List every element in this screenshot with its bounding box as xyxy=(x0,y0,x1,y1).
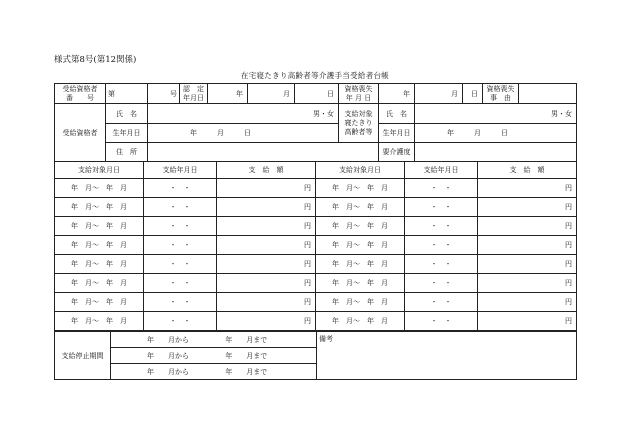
suspension-table xyxy=(54,331,577,380)
payment-row xyxy=(55,217,577,236)
suspension-row xyxy=(55,332,577,348)
payment-row xyxy=(55,312,577,331)
cert-month[interactable]: 月 xyxy=(248,84,295,104)
amount-cell[interactable]: 円 xyxy=(478,179,577,198)
pay-date-cell[interactable]: ・ ・ xyxy=(405,312,478,331)
period-cell[interactable]: 年 月～ 年 月 xyxy=(55,274,144,293)
pay-date-cell[interactable]: ・ ・ xyxy=(144,274,217,293)
care-level-field[interactable] xyxy=(415,143,577,162)
amount-cell[interactable]: 円 xyxy=(478,217,577,236)
pay-date-cell[interactable]: ・ ・ xyxy=(405,236,478,255)
recipient-name-field[interactable] xyxy=(148,104,339,124)
cert-year[interactable]: 年 xyxy=(208,84,248,104)
payment-row xyxy=(55,198,577,217)
id-number-label: 受給資格者 番 号 xyxy=(55,84,106,104)
pay-date-header: 支給年月日 xyxy=(405,162,478,179)
period-cell[interactable]: 年 月～ 年 月 xyxy=(55,293,144,312)
pay-date-cell[interactable]: ・ ・ xyxy=(144,255,217,274)
period-cell[interactable]: 年 月～ 年 月 xyxy=(316,179,405,198)
target-dob-field[interactable]: 年 月 日 xyxy=(415,124,577,143)
period-header: 支給対象月日 xyxy=(55,162,144,179)
pay-date-cell[interactable]: ・ ・ xyxy=(405,198,478,217)
payment-table xyxy=(54,161,577,331)
go-label: 号 xyxy=(148,84,180,104)
period-cell[interactable]: 年 月～ 年 月 xyxy=(316,236,405,255)
period-cell[interactable]: 年 月～ 年 月 xyxy=(55,179,144,198)
period-cell[interactable]: 年 月～ 年 月 xyxy=(316,198,405,217)
amount-cell[interactable]: 円 xyxy=(478,236,577,255)
amount-header: 支 給 額 xyxy=(478,162,577,179)
loss-day[interactable]: 日 xyxy=(463,84,483,104)
target-name-field[interactable] xyxy=(415,104,577,124)
recipient-dob-label: 生年月日 xyxy=(106,124,148,143)
loss-date-label: 資格喪失 年 月 日 xyxy=(339,84,379,104)
amount-cell[interactable]: 円 xyxy=(217,293,316,312)
pay-date-cell[interactable]: ・ ・ xyxy=(144,236,217,255)
form-number: 様式第8号(第12関係) xyxy=(54,55,137,65)
period-cell[interactable]: 年 月～ 年 月 xyxy=(316,312,405,331)
amount-cell[interactable]: 円 xyxy=(217,217,316,236)
amount-cell[interactable]: 円 xyxy=(478,293,577,312)
amount-cell[interactable]: 円 xyxy=(217,198,316,217)
recipient-info-table xyxy=(54,83,577,162)
period-cell[interactable]: 年 月～ 年 月 xyxy=(55,236,144,255)
payment-row xyxy=(55,179,577,198)
amount-cell[interactable]: 円 xyxy=(217,312,316,331)
recipient-gender[interactable]: 男・女 xyxy=(313,109,334,118)
pay-date-cell[interactable]: ・ ・ xyxy=(144,198,217,217)
address-label: 住 所 xyxy=(106,143,148,162)
care-level-label: 要介護度 xyxy=(379,143,415,162)
suspension-label: 支給停止期間 xyxy=(55,332,111,380)
period-cell[interactable]: 年 月～ 年 月 xyxy=(316,274,405,293)
period-cell[interactable]: 年 月～ 年 月 xyxy=(55,198,144,217)
name-row xyxy=(55,104,577,124)
period-cell[interactable]: 年 月～ 年 月 xyxy=(316,255,405,274)
payment-row xyxy=(55,293,577,312)
suspension-period-field[interactable]: 年 月から 年 月まで xyxy=(111,332,317,348)
amount-cell[interactable]: 円 xyxy=(217,255,316,274)
loss-reason-field[interactable] xyxy=(519,84,577,104)
pay-date-cell[interactable]: ・ ・ xyxy=(405,293,478,312)
page-title: 在宅寝たきり高齢者等介護手当受給者台帳 xyxy=(240,71,390,80)
amount-cell[interactable]: 円 xyxy=(478,312,577,331)
period-cell[interactable]: 年 月～ 年 月 xyxy=(55,312,144,331)
pay-date-cell[interactable]: ・ ・ xyxy=(405,179,478,198)
payment-row xyxy=(55,255,577,274)
recipient-label: 受給資格者 xyxy=(55,104,106,162)
period-cell[interactable]: 年 月～ 年 月 xyxy=(55,217,144,236)
period-cell[interactable]: 年 月～ 年 月 xyxy=(55,255,144,274)
payment-row xyxy=(55,274,577,293)
target-name-label: 氏 名 xyxy=(379,104,415,124)
recipient-name-label: 氏 名 xyxy=(106,104,148,124)
amount-cell[interactable]: 円 xyxy=(217,179,316,198)
amount-header: 支 給 額 xyxy=(217,162,316,179)
amount-cell[interactable]: 円 xyxy=(217,274,316,293)
pay-date-cell[interactable]: ・ ・ xyxy=(144,312,217,331)
loss-year[interactable]: 年 xyxy=(379,84,415,104)
pay-date-header: 支給年月日 xyxy=(144,162,217,179)
amount-cell[interactable]: 円 xyxy=(478,255,577,274)
loss-reason-label: 資格喪失 事 由 xyxy=(483,84,519,104)
pay-date-cell[interactable]: ・ ・ xyxy=(405,217,478,236)
dob-row xyxy=(55,124,577,143)
remarks-field[interactable] xyxy=(317,332,577,380)
target-elderly-label: 支給対象 寝たきり 高齢者等 xyxy=(339,104,379,143)
amount-cell[interactable]: 円 xyxy=(217,236,316,255)
target-gender[interactable]: 男・女 xyxy=(551,109,572,118)
period-cell[interactable]: 年 月～ 年 月 xyxy=(316,293,405,312)
address-row xyxy=(55,143,577,162)
payment-row xyxy=(55,236,577,255)
payment-header-row xyxy=(55,162,577,179)
certification-date-label: 認 定 年月日 xyxy=(180,84,208,104)
recipient-dob-field[interactable]: 年 月 日 xyxy=(148,124,339,143)
cert-day[interactable]: 日 xyxy=(295,84,339,104)
amount-cell[interactable]: 円 xyxy=(478,198,577,217)
amount-cell[interactable]: 円 xyxy=(478,274,577,293)
pay-date-cell[interactable]: ・ ・ xyxy=(144,179,217,198)
target-dob-label: 生年月日 xyxy=(379,124,415,143)
pay-date-cell[interactable]: ・ ・ xyxy=(144,217,217,236)
pay-date-cell[interactable]: ・ ・ xyxy=(405,255,478,274)
suspension-period-field[interactable]: 年 月から 年 月まで xyxy=(111,364,317,380)
loss-month[interactable]: 月 xyxy=(415,84,463,104)
id-row xyxy=(55,84,577,104)
pay-date-cell[interactable]: ・ ・ xyxy=(144,293,217,312)
remarks-label: 備考 xyxy=(319,335,333,343)
period-cell[interactable]: 年 月～ 年 月 xyxy=(316,217,405,236)
address-field[interactable] xyxy=(148,143,379,162)
dai-label: 第 xyxy=(106,84,148,104)
pay-date-cell[interactable]: ・ ・ xyxy=(405,274,478,293)
period-header: 支給対象月日 xyxy=(316,162,405,179)
suspension-period-field[interactable]: 年 月から 年 月まで xyxy=(111,348,317,364)
